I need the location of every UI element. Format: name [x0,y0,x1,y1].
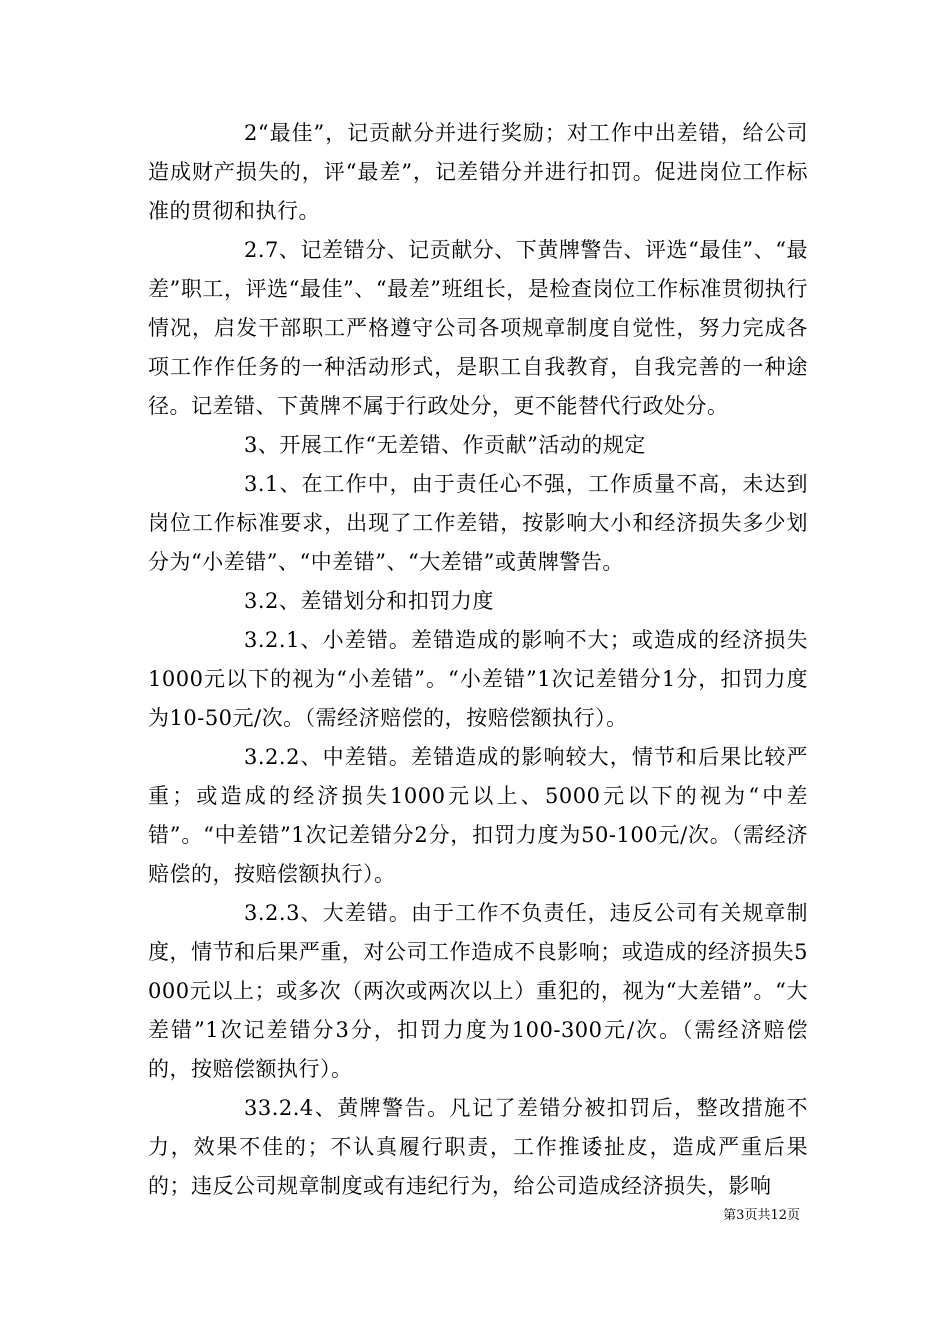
page-number: 第3页共12页 [723,1208,800,1223]
paragraph-8: 3.2.3、大差错。由于工作不负责任，违反公司有关规章制度，情节和后果严重，对公司工作造成不良影响；或造成的经济损失5000元以上；或多次（两次或两次以上）重犯的，视为“大差错”。“大差错”1次记差错分3分，扣罚力度为100-300元/次。（需经济赔偿的，按赔偿额执行）。 [148,901,808,1081]
paragraph-9: 33.2.4、黄牌警告。凡记了差错分被扣罚后，整改措施不力，效果不佳的；不认真履行职责，工作推诿扯皮，造成严重后果的；违反公司规章制度或有违纪行为，给公司造成经济损失，影响 [148,1096,808,1198]
paragraph-2: 2.7、记差错分、记贡献分、下黄牌警告、评选“最佳”、“最差”职工，评选“最佳”、“最差”班组长，是检查岗位工作标准贯彻执行情况，启发干部职工严格遵守公司各项规章制度自觉性，努力完成各项工作作任务的一种活动形式，是职工自我教育，自我完善的一种途径。记差错、下黄牌不属于行政处分，更不能替代行政处分。 [148,238,808,418]
body-text [148,114,808,1206]
paragraph-7: 3.2.2、中差错。差错造成的影响较大，情节和后果比较严重；或造成的经济损失1000元以上、5000元以下的视为“中差错”。“中差错”1次记差错分2分，扣罚力度为50-100元/次。（需经济赔偿的，按赔偿额执行）。 [148,745,808,886]
paragraph-5: 3.2、差错划分和扣罚力度 [244,589,494,613]
paragraph-4: 3.1、在工作中，由于责任心不强，工作质量不高，未达到岗位工作标准要求，出现了工作差错，按影响大小和经济损失多少划分为“小差错”、“中差错”、“大差错”或黄牌警告。 [148,472,808,574]
paragraph-1: 2“最佳”，记贡献分并进行奖励；对工作中出差错，给公司造成财产损失的，评“最差”，记差错分并进行扣罚。促进岗位工作标准的贯彻和执行。 [148,121,808,223]
paragraph-3: 3、开展工作“无差错、作贡献”活动的规定 [244,433,646,457]
paragraph-6: 3.2.1、小差错。差错造成的影响不大；或造成的经济损失1000元以下的视为“小差错”。“小差错”1次记差错分1分，扣罚力度为10-50元/次。（需经济赔偿的，按赔偿额执行）。 [148,628,808,730]
